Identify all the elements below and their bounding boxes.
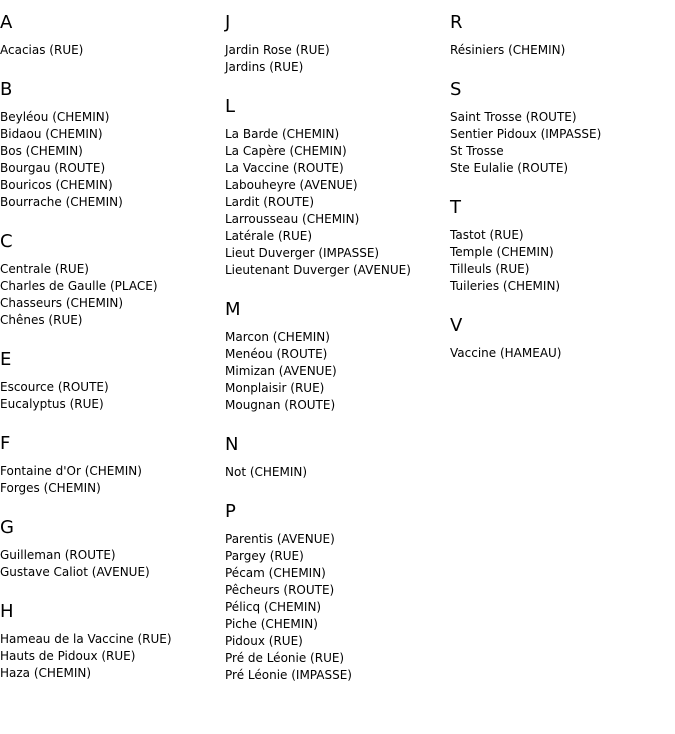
letter-heading: G bbox=[0, 517, 14, 538]
street-entry: Pélicq (CHEMIN) bbox=[225, 600, 322, 614]
street-entry: Lardit (ROUTE) bbox=[225, 195, 315, 209]
letter-heading: J bbox=[225, 12, 231, 33]
street-entry: Ste Eulalie (ROUTE) bbox=[450, 161, 569, 175]
street-list bbox=[225, 42, 450, 76]
letter-group-a bbox=[0, 12, 225, 59]
street-list bbox=[0, 463, 225, 497]
index-column bbox=[0, 12, 225, 702]
street-entry: Charles de Gaulle (PLACE) bbox=[0, 279, 158, 293]
street-entry: Acacias (RUE) bbox=[0, 43, 84, 57]
street-entry: Larrousseau (CHEMIN) bbox=[225, 212, 360, 226]
street-entry: Eucalyptus (RUE) bbox=[0, 397, 104, 411]
street-entry: Résiniers (CHEMIN) bbox=[450, 43, 566, 57]
street-list bbox=[0, 379, 225, 413]
street-entry: Fontaine d'Or (CHEMIN) bbox=[0, 464, 142, 478]
street-entry: Pêcheurs (ROUTE) bbox=[225, 583, 335, 597]
letter-group-f bbox=[0, 433, 225, 497]
street-entry: Escource (ROUTE) bbox=[0, 380, 109, 394]
street-entry: Bourrache (CHEMIN) bbox=[0, 195, 123, 209]
letter-heading: B bbox=[0, 79, 13, 100]
letter-group-e bbox=[0, 349, 225, 413]
index-column bbox=[450, 12, 675, 382]
street-entry: La Barde (CHEMIN) bbox=[225, 127, 340, 141]
letter-group-l bbox=[225, 96, 450, 279]
letter-heading: N bbox=[225, 434, 239, 455]
street-entry: Centrale (RUE) bbox=[0, 262, 89, 276]
letter-heading: T bbox=[450, 197, 461, 218]
street-entry: Tastot (RUE) bbox=[450, 228, 524, 242]
letter-group-c bbox=[0, 231, 225, 329]
letter-group-m bbox=[225, 299, 450, 414]
letter-heading: M bbox=[225, 299, 241, 320]
letter-group-g bbox=[0, 517, 225, 581]
letter-group-n bbox=[225, 434, 450, 481]
street-list bbox=[0, 261, 225, 329]
street-entry: Haza (CHEMIN) bbox=[0, 666, 92, 680]
street-entry: Pécam (CHEMIN) bbox=[225, 566, 326, 580]
letter-group-p bbox=[225, 501, 450, 684]
street-entry: Lieutenant Duverger (AVENUE) bbox=[225, 263, 411, 277]
street-list bbox=[450, 42, 675, 59]
letter-heading: F bbox=[0, 433, 11, 454]
letter-group-j bbox=[225, 12, 450, 76]
letter-group-b bbox=[0, 79, 225, 211]
street-entry: Vaccine (HAMEAU) bbox=[450, 346, 562, 360]
letter-heading: C bbox=[0, 231, 13, 252]
street-entry: Guilleman (ROUTE) bbox=[0, 548, 116, 562]
street-list bbox=[0, 42, 225, 59]
street-entry: Hauts de Pidoux (RUE) bbox=[0, 649, 136, 663]
street-list bbox=[225, 126, 450, 279]
street-list bbox=[225, 531, 450, 684]
street-entry: Saint Trosse (ROUTE) bbox=[450, 110, 577, 124]
street-entry: Labouheyre (AVENUE) bbox=[225, 178, 358, 192]
street-entry: Latérale (RUE) bbox=[225, 229, 313, 243]
index-column bbox=[225, 12, 450, 704]
street-entry: Parentis (AVENUE) bbox=[225, 532, 335, 546]
street-list bbox=[225, 329, 450, 414]
street-entry: Marcon (CHEMIN) bbox=[225, 330, 330, 344]
street-entry: Mimizan (AVENUE) bbox=[225, 364, 337, 378]
letter-heading: H bbox=[0, 601, 14, 622]
letter-group-h bbox=[0, 601, 225, 682]
street-list bbox=[0, 547, 225, 581]
street-entry: Bourgau (ROUTE) bbox=[0, 161, 106, 175]
street-entry: La Vaccine (ROUTE) bbox=[225, 161, 344, 175]
street-entry: Temple (CHEMIN) bbox=[450, 245, 554, 259]
street-entry: Tuileries (CHEMIN) bbox=[450, 279, 561, 293]
letter-group-v bbox=[450, 315, 675, 362]
street-entry: Bouricos (CHEMIN) bbox=[0, 178, 113, 192]
street-entry: Jardin Rose (RUE) bbox=[225, 43, 330, 57]
letter-group-s bbox=[450, 79, 675, 177]
street-entry: Beyléou (CHEMIN) bbox=[0, 110, 110, 124]
street-entry: Forges (CHEMIN) bbox=[0, 481, 101, 495]
street-entry: Sentier Pidoux (IMPASSE) bbox=[450, 127, 602, 141]
street-entry: Monplaisir (RUE) bbox=[225, 381, 325, 395]
street-list bbox=[0, 631, 225, 682]
letter-heading: A bbox=[0, 12, 13, 33]
street-entry: Chênes (RUE) bbox=[0, 313, 83, 327]
street-entry: Gustave Caliot (AVENUE) bbox=[0, 565, 150, 579]
street-entry: La Capère (CHEMIN) bbox=[225, 144, 347, 158]
street-list bbox=[0, 109, 225, 211]
letter-heading: E bbox=[0, 349, 12, 370]
street-entry: Pré Léonie (IMPASSE) bbox=[225, 668, 352, 682]
letter-heading: L bbox=[225, 96, 236, 117]
street-entry: Piche (CHEMIN) bbox=[225, 617, 318, 631]
letter-heading: P bbox=[225, 501, 236, 522]
street-entry: Lieut Duverger (IMPASSE) bbox=[225, 246, 380, 260]
street-entry: Pré de Léonie (RUE) bbox=[225, 651, 345, 665]
street-entry: Not (CHEMIN) bbox=[225, 465, 308, 479]
street-entry: Bidaou (CHEMIN) bbox=[0, 127, 103, 141]
street-entry: Chasseurs (CHEMIN) bbox=[0, 296, 124, 310]
letter-heading: V bbox=[450, 315, 463, 336]
street-entry: Pargey (RUE) bbox=[225, 549, 304, 563]
street-list bbox=[450, 345, 675, 362]
street-entry: Jardins (RUE) bbox=[225, 60, 304, 74]
street-entry: Pidoux (RUE) bbox=[225, 634, 303, 648]
street-entry: St Trosse bbox=[450, 144, 504, 158]
street-list bbox=[450, 109, 675, 177]
letter-group-r bbox=[450, 12, 675, 59]
street-entry: Tilleuls (RUE) bbox=[450, 262, 530, 276]
letter-heading: S bbox=[450, 79, 462, 100]
street-list bbox=[225, 464, 450, 481]
street-entry: Menéou (ROUTE) bbox=[225, 347, 328, 361]
letter-group-t bbox=[450, 197, 675, 295]
street-entry: Mougnan (ROUTE) bbox=[225, 398, 336, 412]
street-list bbox=[450, 227, 675, 295]
street-entry: Bos (CHEMIN) bbox=[0, 144, 83, 158]
street-entry: Hameau de la Vaccine (RUE) bbox=[0, 632, 172, 646]
letter-heading: R bbox=[450, 12, 463, 33]
